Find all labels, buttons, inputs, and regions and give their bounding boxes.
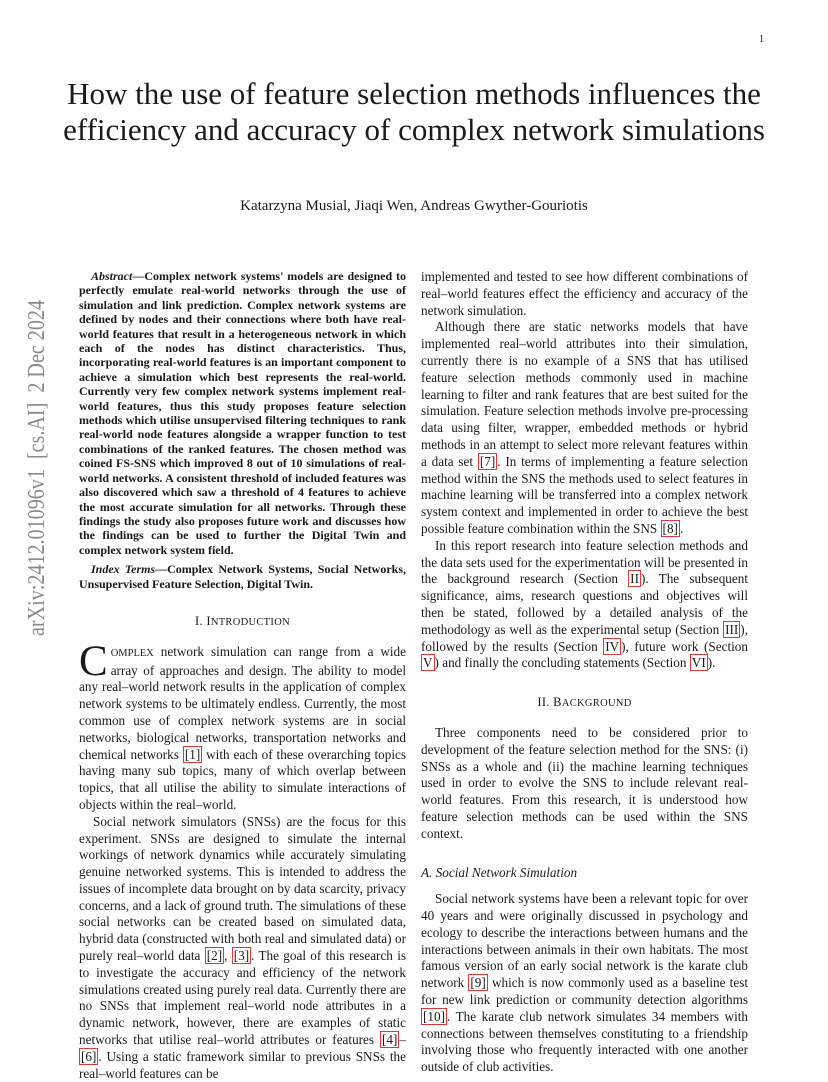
index-terms-heading: Index Terms [91,562,156,577]
citation-link[interactable]: [7] [479,453,496,469]
section-heading-background: II. BACKGROUND [537,695,632,710]
section-link[interactable]: IV [605,638,620,654]
intro-paragraph-3: implemented and tested to see how different combinations of real–world features effect the efficiency and accuracy of the network simulation. [421,269,748,318]
abstract-text: Complex network systems' models are designed to perfectly emulate real-world networks through the use of simulation and link prediction. Complex network systems are defined by nodes and their connections where both have real-world features that result in a heterogeneous network in which each of the nodes has distinct characteristics. Thus, incorporating real-world features is an important component to achieve a simulation which best represents the real-world. Currently very few complex network systems implement real-world features, thus this study proposes feature selection methods which utilise unsupervised filtering techniques to rank real-world node features alongside a wrapper function to test combinations of the ranked features. The chosen method was coined FS-SNS which improved 8 out of 10 simulations of real-world networks. A consistent threshold of included features was also discovered which saw a threshold of 4 features to achieve the most accurate simulation for all networks. Through these findings the study also proposes future work and discusses how the findings can be used to further the Digital Twin and complex network system field. [79,269,406,557]
index-terms: Index Terms—Complex Network Systems, Social Networks, Unsupervised Feature Selection, Digital Twin. [79,562,406,591]
section-link[interactable]: II [630,571,639,587]
citation-link[interactable]: [2] [206,948,223,964]
citation-link[interactable]: [6] [81,1048,97,1064]
abstract: Abstract—Complex network systems' models are designed to perfectly emulate real-world networks through the use of simulation and link prediction. Complex network systems are defined by nodes and their connections where both have real-world features that result in a heterogeneous network in which each of the nodes has distinct characteristics. Thus, incorporating real-world features is an important component to achieve a simulation which best represents the real-world. Currently very few complex network systems implement real-world features, thus this study proposes feature selection methods which utilise unsupervised filtering techniques to rank real-world node features alongside a wrapper function to test combinations of the ranked features. The chosen method was coined FS-SNS which improved 8 out of 10 simulations of real-world networks. A consistent threshold of included features was also discovered which saw a threshold of 4 features to achieve the most accurate simulation for all networks. Through these findings the study also proposes future work and discusses how the findings can be used to further the Digital Twin and complex network system field. [79,269,406,557]
intro-paragraph-2: Social network simulators (SNSs) are the focus for this experiment. SNSs are designed to simulate the internal workings of network dynamics while accurately simulating genuine networked systems. This is intended to address the issues of incomplete data brought on by data scarcity, privacy concerns, and a lack of ground truth. The simulations of these social networks can be created based on simulated data, hybrid data (constructed with both real and simulated data) or purely real–world data [2] , [3] . The goal of this research is to investigate the accuracy and efficiency of the network simulations created using purely real data. Currently there are no SNSs that implement real–world node attributes in a dynamic network, however, there are examples of static networks that utilise real–world attributes or features [4] –[6] . Using a static framework similar to previous SNSs the real–world features can be [79,813,406,1081]
citation-link[interactable]: [3] [233,948,250,964]
index-terms-text: Complex Network Systems, Social Networks, Unsupervised Feature Selection, Digital Twin. [79,562,406,591]
section-link[interactable]: VI [691,655,706,671]
background-paragraph-2: Social network systems have been a relevant topic for over 40 years and were originally discussed in psychology and ecology to describe the interactions between humans and the interactions between animals in their own habitats. The most famous version of an early social network is the karate club network [9] which is now commonly used as a baseline test for new link prediction or community detection algorithms [10] . The karate club network simulates 34 members with connections between themselves constituting to a friendship involving those who frequently interacted with one another outside of club activities. [421,891,748,1075]
section-link[interactable]: III [725,621,739,637]
intro-paragraph-4: Although there are static networks models that have implemented real–world attributes into their simulation, currently there is no example of a SNS that has utilised feature selection methods commonly used in machine learning to filter and rank features that are best suited for the simulation. Feature selection methods involve pre-processing data using filter, wrapper, embedded methods or hybrid methods in an attempt to select more relevant features within a data set [7] . In terms of implementing a feature selection method within the SNS the methods used to select features in machine learning will be transferred into a complex network system context and implemented in order to achieve the best possible feature combination within the SNS [8] . [421,319,748,536]
background-paragraph-1: Three components need to be considered prior to development of the feature selection method for the SNS: (i) SNSs as a whole and (ii) the machine learning techniques used in order to evolve the SNS to include relevant real-world features. From this research, it is understood how feature selection methods can be used within the SNS context. [421,724,748,841]
intro-paragraph-1: COMPLEX network simulation can range from a wide array of approaches and design. The ability to model any real–world network results in the application of complex network systems to be ultimately endless. Currently, the most common use of complex network systems are in social networks, biological networks, transportation networks and chemical networks [1] with each of these overarching topics having many sub topics, many of which overlap between topics, that all utilise the ability to simulate interactions of objects within the real–world. [79,637,406,812]
author-list: Katarzyna Musial, Jiaqi Wen, Andreas Gwyther-Gouriotis [240,198,588,214]
paper-title: How the use of feature selection methods influences the efficiency and accuracy of complex network simulations [63,76,765,147]
arxiv-identifier-text: arXiv:2412.01096v1 [cs.AI] 2 Dec 2024 [24,298,50,636]
section-heading-introduction: I. INTRODUCTION [195,613,290,628]
right-column [421,269,748,1076]
section-link[interactable]: V [423,655,433,671]
citation-link[interactable]: [9] [470,975,486,991]
left-column [79,269,406,1082]
abstract-heading: Abstract [91,269,133,283]
citation-link[interactable]: [1] [184,746,201,762]
page-number: 1 [759,34,764,45]
subsection-heading-social-network-simulation: A. Social Network Simulation [421,864,578,880]
citation-link[interactable]: [4] [382,1032,398,1048]
drop-cap: C [79,637,108,685]
citation-link[interactable]: [10] [423,1008,445,1024]
intro-paragraph-5: In this report research into feature selection methods and the data sets used for the experimentation will be presented in the background research (Section II ). The subsequent significance, aims, research questions and objectives will then be stated, followed by a detailed analysis of the methodology as well as the experimental setup (Section III ), followed by the results (Section IV ), future work (Section V ) and finally the concluding statements (Section VI ). [421,537,748,671]
citation-link[interactable]: [8] [662,520,678,536]
arxiv-identifier [0,298,60,638]
